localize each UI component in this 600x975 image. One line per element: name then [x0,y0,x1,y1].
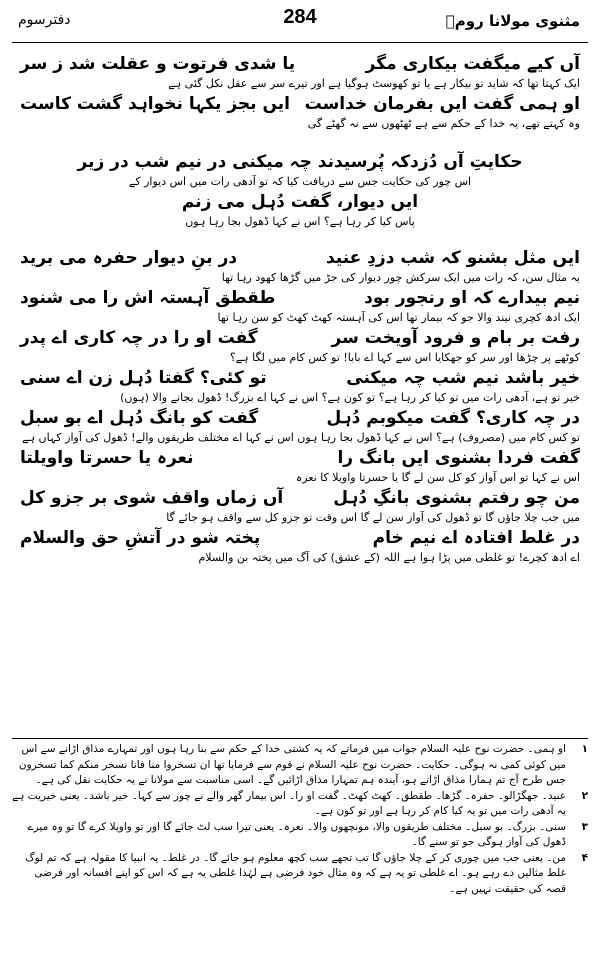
hemistich-right: در چہ کاری؟ گفت میکوبم دُہل [326,408,580,428]
hemistich-right: او ہمی گفت ایں بفرمان خداست [304,94,580,114]
footnote [12,820,588,851]
hemistich-left: آں زماں واقف شوی بر جزو کل [20,488,284,508]
verse-line [20,366,580,390]
story-heading-continued: ایں دیوار، گفت دُہل می زنم [181,192,419,212]
translation-line: اے ادھ کچرے! تو غلطی میں پڑا ہوا ہے اللہ (کے عشق) کی آگ میں پختہ بن والسلام [198,551,580,564]
hemistich-left: گفت او را در چہ کاری اے پدر [20,328,258,348]
hemistich-right: خیر باشد نیم شب چہ میکنی [346,368,580,388]
footnote [12,742,588,789]
footnote-text: او ہمی۔ حضرت نوح علیہ السلام جواب میں فرماتے کہ یہ کشتی خدا کے حکم سے بنا رہا ہوں اور تمہارے مذاق اڑانے سے اس میں کوئی کمی نہ ہوگی۔ حکایت۔ حضرت نوح علیہ السلام نے قوم سے فرمایا تھا ان تسخروا منا فانا نسخر منکم کما تسخرون جس طرح آج تم ہمارا مذاق اڑاتے ہو، آیندہ ہم تمہارا مذاق اڑائیں گے۔ اسی مناسبت سے مولانا نے یہ حکایت نقل کی ہے۔ [18,743,566,786]
story-heading-translation: اس چور کی حکایت جس سے دریافت کیا کہ تو آدھی رات میں اس دیوار کے [128,175,472,188]
translation-line: یہ مثال سن، کہ رات میں ایک سرکش چور دیوار کی جڑ میں گڑھا کھود رہا تھا [221,271,580,284]
translation-line: تو کس کام میں (مصروف) ہے؟ اس نے کہا ڈھول بجا رہا ہوں اس نے کہا اے مختلف طریقوں والے! ڈھول کی آواز کہاں ہے [22,431,580,444]
story-heading: حکایتِ آں دُزدکہ پُرسیدند چہ میکنی در نیم شب در زیر [77,152,523,172]
translation-line: خیر تو ہے، آدھی رات میں تو کیا کر رہا ہے؟ تو کون ہے؟ اس نے کہا اے بزرگ! ڈھول بجانے والا (ہوں) [120,391,580,404]
verse-line [20,246,580,270]
hemistich-left: گفت کو بانگ دُہل اے بو سبل [20,408,259,428]
verse-line [20,326,580,350]
footnote [12,851,588,898]
footnotes [12,742,588,897]
hemistich-left: تو کئی؟ گفتا دُہل زن اے سنی [20,368,267,388]
verse-line [20,406,580,430]
verse-line [20,286,580,310]
hemistich-left: ایں بجز یکہا نخواہد گشت کاست [20,94,290,114]
hemistich-left: طقطق آہستہ اش را می شنود [20,288,276,308]
page-header [12,6,588,42]
hemistich-right: رفت بر بام و فرود آویخت سر [331,328,580,348]
footnote [12,789,588,820]
footnote-text: عنید۔ جھگڑالو۔ حفرہ۔ گڑھا۔ طقطق۔ کھٹ کھٹ۔ گفت او را۔ اس بیمار گھر والے نے چور سے کہا۔ خیر باشد۔ یعنی خیریت ہے یہ آدھی رات میں تو یہ کیا کام کر رہا ہے اور تو کون ہے۔ [12,789,566,817]
header-divider [12,42,588,43]
hemistich-left: در بنِ دیوار حفرہ می برید [20,248,238,268]
footnote-number: ۱ [581,743,588,755]
top-verses [20,52,580,132]
verse-line [20,486,580,510]
hemistich-right: من چو رفتم بشنوی بانگِ دُہل [333,488,580,508]
hemistich-left: یا شدی فرتوت و عقلت شد ز سر [20,54,296,74]
footnote-number: ۲ [581,789,588,802]
story-heading-block [20,150,580,230]
translation-line: ایک ادھ کچری نیند والا جو کہ بیمار تھا اس کی آہستہ کھٹ کھٹ کو سن رہا تھا [217,311,580,324]
footnote-number: ۳ [581,820,588,833]
translation-line: میں جب چلا جاؤں گا تو ڈھول کی آواز سن لے گا اس وقت تو جزو کل سے واقف ہو جائے گا [166,511,580,524]
hemistich-right: گفت فردا بشنوی ایں بانگ را [337,448,580,468]
translation-line: کوٹھے پر چڑھا اور سر کو جھکایا اس سے کہا اے بابا! تو کس کام میں لگا ہے؟ [229,351,580,364]
verse-line [20,92,580,116]
footnote-text: من۔ یعنی جب میں چوری کر کے چلا جاؤں گا تب تجھے سب کچھ معلوم ہو جائے گا۔ در غلط۔ یہ انبیا کا مقولہ ہے کہ تم لوگ غلط مثالیں دے رہے ہو۔ اے غلطی تو یہ ہے کہ وہ مثال خود فرضی ہے لہٰذا غلطی یہ ہے کہ اس کو اپنے افسانہ اور فرضی قصہ کی حقیقت نہیں ہے۔ [25,851,566,895]
hemistich-left: نعرہ یا حسرتا واویلتا [20,448,194,468]
translation-line: ایک کہتا تھا کہ شاید تو بیکار ہے یا تو کھوسٹ ہوگیا ہے اور تیرے سر سے عقل نکل گئی ہے [168,77,580,90]
footnote-number: ۴ [581,851,588,864]
footnote-text: سنی۔ بزرگ۔ بو سبل۔ مختلف طریقوں والا، مونچھوں والا۔ نعرہ۔ یعنی تیرا سب لٹ جائے گا اور تو واویلا کرے گا تو وہ میرے ڈھول کی آواز ہوگی جو تو سنے گا۔ [27,820,566,848]
footnote-divider [12,738,588,739]
hemistich-right: نیم بیدارے کہ او رنجور بود [364,288,580,308]
hemistich-left: پختہ شو در آتشِ حق والسلام [20,528,261,548]
verse-line [20,52,580,76]
hemistich-right: ایں مثل بشنو کہ شب دزدِ عنید [325,248,580,268]
book-title: مثنوی مولانا رومؒ [445,12,580,30]
translation-line: اس نے کہا تو اس آواز کو کل سن لے گا یا حسرتا واویلا کا نعرہ [295,471,580,484]
verse-line [20,446,580,470]
hemistich-right: در غلط افتادہ اے نیم خام [372,528,580,548]
page-number: 284 [283,6,317,28]
translation-line: وہ کہتے تھے، یہ خدا کے حکم سے ہے ٹھٹھوں سے نہ گھٹے گی [307,117,580,130]
section-title: دفترسوم [18,12,71,28]
story-verses [20,246,580,566]
story-heading-2-translation: پاس کیا کر رہا ہے؟ اس نے کہا ڈھول بجا رہا ہوں [185,215,415,228]
hemistich-right: آں کیے میگفت بیکاری مگر [365,54,580,74]
verse-line [20,526,580,550]
